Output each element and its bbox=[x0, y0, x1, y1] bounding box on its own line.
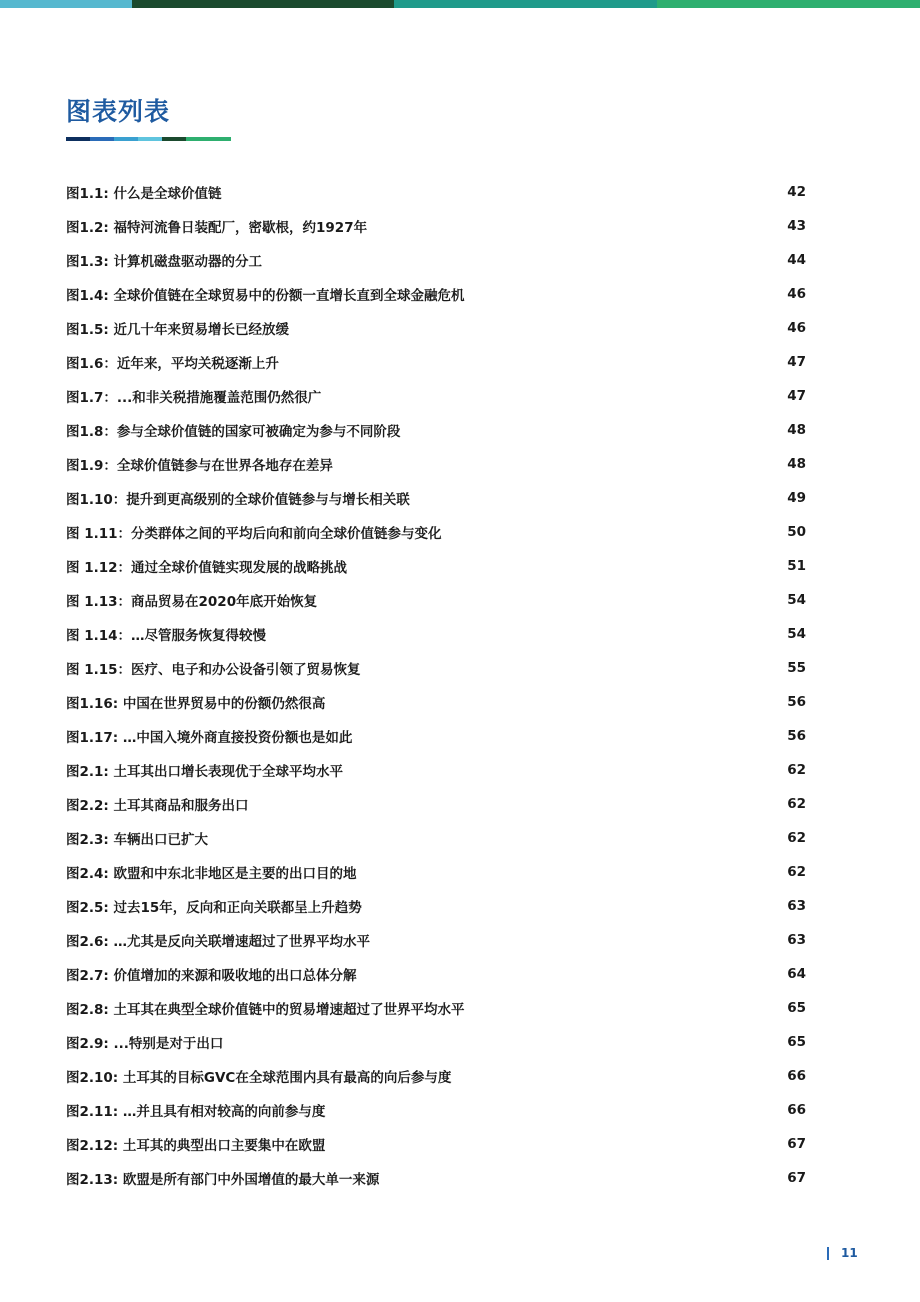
figure-title: 图 1.11：分类群体之间的平均后向和前向全球价值链参与变化 bbox=[66, 526, 442, 542]
underline-segment bbox=[162, 137, 186, 141]
figure-list bbox=[66, 175, 806, 1195]
figure-title: 图2.1: 土耳其出口增长表现优于全球平均水平 bbox=[66, 764, 344, 780]
figure-title: 图1.5: 近几十年来贸易增长已经放缓 bbox=[66, 322, 290, 338]
figure-page-number: 42 bbox=[787, 184, 806, 200]
figure-page-number: 47 bbox=[787, 354, 806, 370]
figure-page-number: 67 bbox=[787, 1170, 806, 1186]
figure-page-number: 51 bbox=[787, 558, 806, 574]
page-title: 图表列表 bbox=[66, 97, 171, 126]
figure-title: 图2.8: 土耳其在典型全球价值链中的贸易增速超过了世界平均水平 bbox=[66, 1002, 465, 1018]
figure-title: 图1.6：近年来，平均关税逐渐上升 bbox=[66, 356, 279, 372]
band-segment-green bbox=[657, 0, 920, 8]
figure-page-number: 54 bbox=[787, 626, 806, 642]
figure-page-number: 43 bbox=[787, 218, 806, 234]
page-number: 11 bbox=[841, 1246, 858, 1260]
figure-page-number: 46 bbox=[787, 286, 806, 302]
figure-page-number: 62 bbox=[787, 830, 806, 846]
figure-title: 图1.7：...和非关税措施覆盖范围仍然很广 bbox=[66, 390, 322, 406]
figure-entry[interactable] bbox=[66, 1059, 806, 1093]
figure-entry[interactable] bbox=[66, 855, 806, 889]
figure-title: 图 1.14：…尽管服务恢复得较慢 bbox=[66, 628, 267, 644]
figure-entry[interactable] bbox=[66, 277, 806, 311]
figure-title: 图1.8：参与全球价值链的国家可被确定为参与不同阶段 bbox=[66, 424, 401, 440]
figure-title: 图2.3: 车辆出口已扩大 bbox=[66, 832, 209, 848]
figure-page-number: 56 bbox=[787, 694, 806, 710]
figure-title: 图1.3: 计算机磁盘驱动器的分工 bbox=[66, 254, 263, 270]
figure-entry[interactable] bbox=[66, 889, 806, 923]
figure-page-number: 46 bbox=[787, 320, 806, 336]
figure-entry[interactable] bbox=[66, 345, 806, 379]
figure-title: 图 1.13：商品贸易在2020年底开始恢复 bbox=[66, 594, 318, 610]
figure-title: 图2.5: 过去15年，反向和正向关联都呈上升趋势 bbox=[66, 900, 362, 916]
figure-page-number: 47 bbox=[787, 388, 806, 404]
figure-entry[interactable] bbox=[66, 311, 806, 345]
underline-segment bbox=[90, 137, 114, 141]
figure-title: 图1.4: 全球价值链在全球贸易中的份额一直增长直到全球金融危机 bbox=[66, 288, 465, 304]
figure-entry[interactable] bbox=[66, 209, 806, 243]
figure-page-number: 66 bbox=[787, 1068, 806, 1084]
figure-title: 图2.11: …并且具有相对较高的向前参与度 bbox=[66, 1104, 326, 1120]
band-segment-dark-green bbox=[132, 0, 394, 8]
figure-page-number: 48 bbox=[787, 422, 806, 438]
figure-page-number: 49 bbox=[787, 490, 806, 506]
figure-page-number: 55 bbox=[787, 660, 806, 676]
figure-page-number: 63 bbox=[787, 932, 806, 948]
figure-title: 图1.9：全球价值链参与在世界各地存在差异 bbox=[66, 458, 333, 474]
figure-entry[interactable] bbox=[66, 753, 806, 787]
title-underline bbox=[66, 137, 231, 141]
figure-entry[interactable] bbox=[66, 1025, 806, 1059]
figure-title: 图2.12: 土耳其的典型出口主要集中在欧盟 bbox=[66, 1138, 326, 1154]
figure-page-number: 54 bbox=[787, 592, 806, 608]
footer-divider bbox=[827, 1247, 829, 1260]
figure-entry[interactable] bbox=[66, 413, 806, 447]
figure-title: 图2.7: 价值增加的来源和吸收地的出口总体分解 bbox=[66, 968, 357, 984]
figure-page-number: 62 bbox=[787, 796, 806, 812]
figure-title: 图2.6: …尤其是反向关联增速超过了世界平均水平 bbox=[66, 934, 371, 950]
band-segment-light-blue bbox=[0, 0, 132, 8]
figure-page-number: 65 bbox=[787, 1034, 806, 1050]
figure-page-number: 50 bbox=[787, 524, 806, 540]
figure-page-number: 65 bbox=[787, 1000, 806, 1016]
figure-page-number: 62 bbox=[787, 762, 806, 778]
figure-entry[interactable] bbox=[66, 719, 806, 753]
figure-page-number: 44 bbox=[787, 252, 806, 268]
figure-page-number: 48 bbox=[787, 456, 806, 472]
figure-entry[interactable] bbox=[66, 1127, 806, 1161]
figure-entry[interactable] bbox=[66, 821, 806, 855]
figure-entry[interactable] bbox=[66, 923, 806, 957]
figure-title: 图 1.15：医疗、电子和办公设备引领了贸易恢复 bbox=[66, 662, 361, 678]
figure-entry[interactable] bbox=[66, 583, 806, 617]
top-color-band bbox=[0, 0, 920, 8]
figure-entry[interactable] bbox=[66, 617, 806, 651]
figure-title: 图2.13: 欧盟是所有部门中外国增值的最大单一来源 bbox=[66, 1172, 380, 1188]
figure-entry[interactable] bbox=[66, 515, 806, 549]
figure-entry[interactable] bbox=[66, 549, 806, 583]
figure-page-number: 56 bbox=[787, 728, 806, 744]
figure-entry[interactable] bbox=[66, 685, 806, 719]
underline-segment bbox=[114, 137, 138, 141]
figure-page-number: 66 bbox=[787, 1102, 806, 1118]
figure-entry[interactable] bbox=[66, 991, 806, 1025]
figure-page-number: 64 bbox=[787, 966, 806, 982]
figure-entry[interactable] bbox=[66, 481, 806, 515]
figure-entry[interactable] bbox=[66, 787, 806, 821]
figure-page-number: 67 bbox=[787, 1136, 806, 1152]
underline-segment bbox=[66, 137, 90, 141]
figure-entry[interactable] bbox=[66, 175, 806, 209]
figure-page-number: 63 bbox=[787, 898, 806, 914]
underline-segment bbox=[138, 137, 162, 141]
figure-title: 图1.1: 什么是全球价值链 bbox=[66, 186, 222, 202]
figure-entry[interactable] bbox=[66, 1093, 806, 1127]
figure-title: 图1.17: …中国入境外商直接投资份额也是如此 bbox=[66, 730, 353, 746]
figure-page-number: 62 bbox=[787, 864, 806, 880]
figure-title: 图 1.12：通过全球价值链实现发展的战略挑战 bbox=[66, 560, 348, 576]
figure-title: 图2.2: 土耳其商品和服务出口 bbox=[66, 798, 249, 814]
figure-entry[interactable] bbox=[66, 243, 806, 277]
figure-entry[interactable] bbox=[66, 379, 806, 413]
figure-entry[interactable] bbox=[66, 957, 806, 991]
band-segment-teal bbox=[394, 0, 657, 8]
figure-entry[interactable] bbox=[66, 447, 806, 481]
figure-title: 图1.10：提升到更高级别的全球价值链参与与增长相关联 bbox=[66, 492, 410, 508]
page-footer bbox=[827, 1244, 858, 1262]
figure-entry[interactable] bbox=[66, 1161, 806, 1195]
figure-title: 图2.4: 欧盟和中东北非地区是主要的出口目的地 bbox=[66, 866, 357, 882]
figure-title: 图1.2: 福特河流鲁日装配厂，密歇根，约1927年 bbox=[66, 220, 368, 236]
figure-title: 图2.10: 土耳其的目标GVC在全球范围内具有最高的向后参与度 bbox=[66, 1070, 452, 1086]
underline-segment bbox=[186, 137, 231, 141]
figure-title: 图1.16: 中国在世界贸易中的份额仍然很高 bbox=[66, 696, 326, 712]
figure-title: 图2.9: ...特别是对于出口 bbox=[66, 1036, 224, 1052]
figure-entry[interactable] bbox=[66, 651, 806, 685]
